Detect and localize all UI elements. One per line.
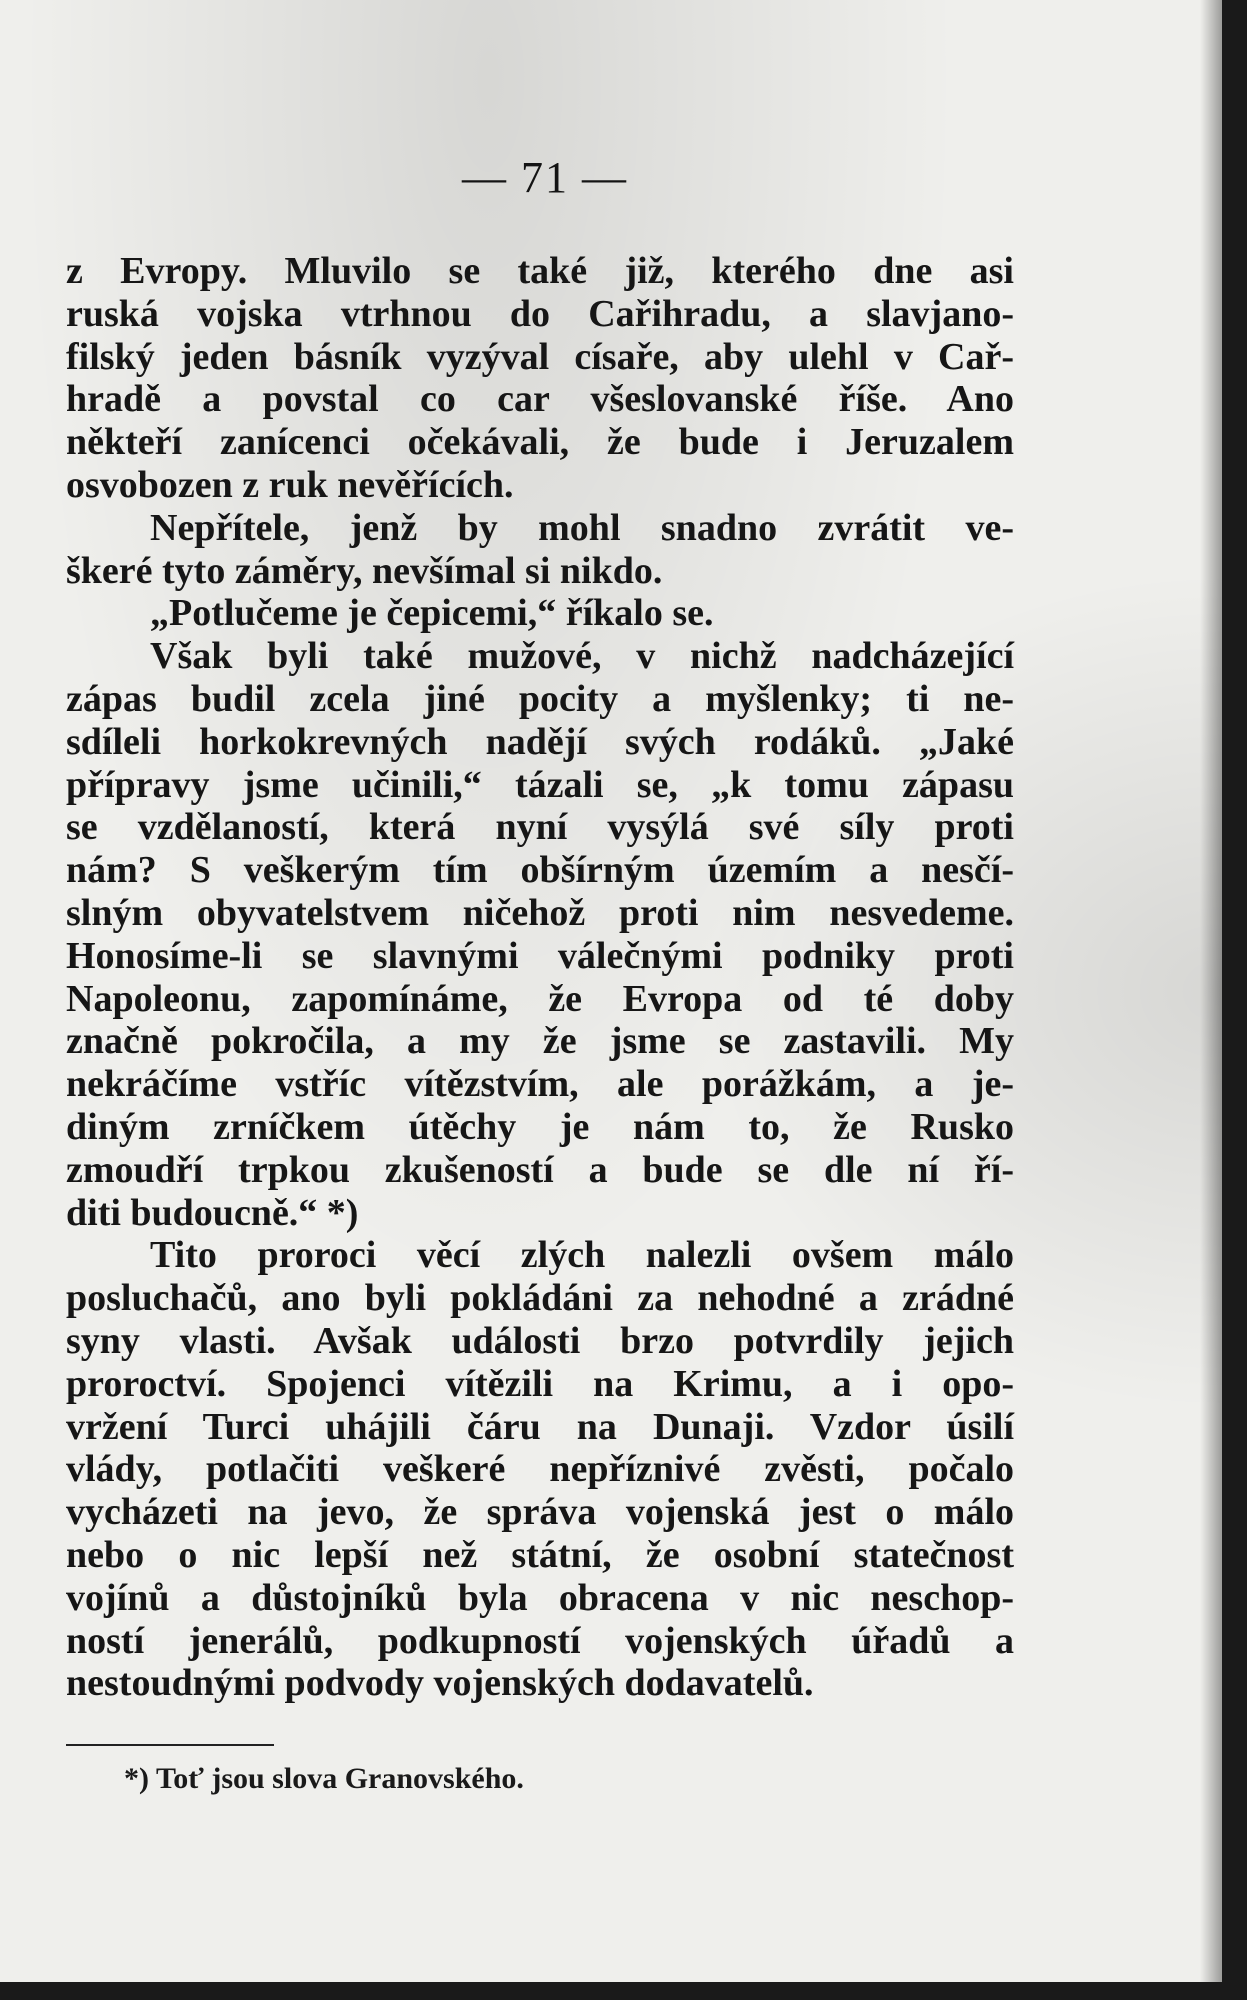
text-line: škeré tyto záměry, nevšímal si nikdo. xyxy=(66,549,663,592)
text-line: osvobozen z ruk nevěřících. xyxy=(66,463,514,506)
text-line: zmoudří trpkou zkušeností a bude se dle ní ří- xyxy=(66,1148,1014,1191)
text-line: sdíleli horkokrevných nadějí svých rodáků. „Jaké xyxy=(66,720,1014,763)
text-line: vržení Turci uhájili čáru na Dunaji. Vzdor úsilí xyxy=(66,1405,1014,1448)
text-line: ruská vojska vtrhnou do Cařihradu, a slavjano- xyxy=(66,292,1014,335)
footnote: *) Toť jsou slova Granovského. xyxy=(124,1762,524,1795)
text-line: hradě a povstal co car všeslovanské říše. Ano xyxy=(66,378,1014,421)
text-line: vycházeti na jevo, že správa vojenská jest o málo xyxy=(66,1491,1014,1534)
page-edge-shadow xyxy=(1200,0,1222,1982)
text-line: značně pokročila, a my že jsme se zastavili. My xyxy=(66,1020,1014,1063)
text-line: nekráčíme vstříc vítězstvím, ale porážkám, a je- xyxy=(66,1063,1014,1106)
text-line: „Potlučeme je čepicemi,“ říkalo se. xyxy=(150,592,714,635)
text-line: slným obyvatelstvem ničehož proti nim nesvedeme. xyxy=(66,891,1014,934)
text-line: vojínů a důstojníků byla obracena v nic neschop- xyxy=(66,1576,1014,1619)
text-line: zápas budil zcela jiné pocity a myšlenky; ti ne- xyxy=(66,677,1014,720)
footnote-divider xyxy=(66,1744,274,1746)
text-line: Nepřítele, jenž by mohl snadno zvrátit ve- xyxy=(150,506,1014,549)
text-line: ností jenerálů, podkupností vojenských úřadů a xyxy=(66,1619,1014,1662)
text-line: diným zrníčkem útěchy je nám to, že Rusko xyxy=(66,1105,1014,1148)
text-line: někteří zanícenci očekávali, že bude i Jeruzalem xyxy=(66,421,1014,464)
text-line: nestoudnými podvody vojenských dodavatelů. xyxy=(66,1662,814,1705)
text-line: Napoleonu, zapomínáme, že Evropa od té doby xyxy=(66,977,1014,1020)
text-line: přípravy jsme učinili,“ tázali se, „k tomu zápasu xyxy=(66,763,1014,806)
text-line: se vzdělaností, která nyní vysýlá své síly proti xyxy=(66,806,1014,849)
text-line: nám? S veškerým tím obšírným územím a nesčí- xyxy=(66,849,1014,892)
text-line: vlády, potlačiti veškeré nepříznivé zvěsti, počalo xyxy=(66,1448,1014,1491)
text-line: Tito proroci věcí zlých nalezli ovšem málo xyxy=(150,1234,1014,1277)
text-line: proroctví. Spojenci vítězili na Krimu, a i opo- xyxy=(66,1362,1014,1405)
text-line: diti budoucně.“ *) xyxy=(66,1191,359,1234)
body-text xyxy=(66,250,1014,1705)
page-number: — 71 — xyxy=(462,153,628,202)
text-line: posluchačů, ano byli pokládáni za nehodné a zrádné xyxy=(66,1277,1014,1320)
text-line: z Evropy. Mluvilo se také již, kterého dne asi xyxy=(66,250,1014,292)
text-line: filský jeden básník vyzýval císaře, aby ulehl v Cař- xyxy=(66,335,1014,378)
text-line: Honosíme-li se slavnými válečnými podniky proti xyxy=(66,934,1014,977)
text-line: nebo o nic lepší než státní, že osobní statečnost xyxy=(66,1533,1014,1576)
text-line: syny vlasti. Avšak události brzo potvrdily jejich xyxy=(66,1319,1014,1362)
text-line: Však byli také mužové, v nichž nadcházející xyxy=(150,635,1014,678)
